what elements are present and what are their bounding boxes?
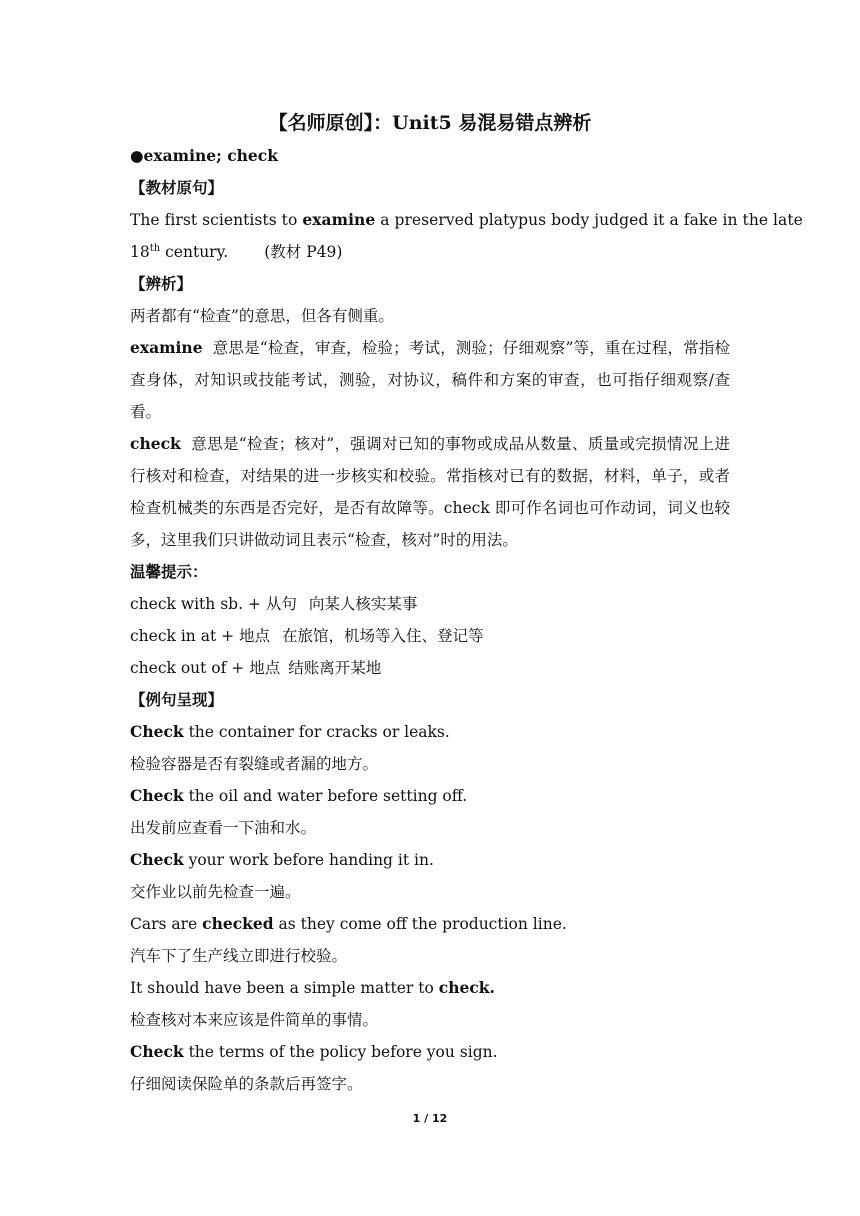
example-text-post: the terms of the policy before you sign.	[183, 1043, 498, 1061]
example-sentence-en	[130, 780, 730, 812]
tip-phrase: check with sb. + 从句	[130, 595, 297, 613]
examples-section-heading: 【例句呈现】	[130, 690, 224, 709]
example-sentence-en	[130, 972, 730, 1004]
check-description: 意思是“检查；核对”，强调对已知的事物或成品从数量、质量或完损情况上进行核对和检查，对结果的进一步核实和校验。常指核对已有的数据，材料，单子，或者检查机械类的东西是否完好，是否有故障等。check 即可作名词也可作动词，词义也较多，这里我们只讲做动词且表示“检查，核对”时的用法。	[130, 435, 730, 549]
example-sentence-cn: 仔细阅读保险单的条款后再签字。	[130, 1075, 363, 1093]
tip-item	[130, 620, 730, 652]
example-sentence-en	[130, 716, 730, 748]
textbook-source: (教材 P49)	[264, 243, 343, 261]
example-sentence-cn: 检查核对本来应该是件简单的事情。	[130, 1011, 379, 1029]
example-text-post: your work before handing it in.	[183, 851, 434, 869]
textbook-century-rest: century.	[160, 243, 229, 261]
example-sentence-cn: 汽车下了生产线立即进行校验。	[130, 947, 348, 965]
textbook-section-heading: 【教材原句】	[130, 178, 224, 197]
tip-item	[130, 652, 730, 684]
example-sentence-cn: 交作业以前先检查一遍。	[130, 883, 301, 901]
example-text-post: as they come off the production line.	[273, 915, 567, 933]
example-text-pre: It should have been a simple matter to	[130, 979, 439, 997]
textbook-text-part1: The first scientists to	[130, 211, 303, 229]
tip-item	[130, 588, 730, 620]
textbook-century-num: 18	[130, 243, 150, 261]
textbook-keyword: examine	[302, 210, 376, 229]
tips-heading: 温馨提示：	[130, 562, 208, 581]
textbook-century-sup: th	[149, 242, 161, 254]
example-sentence-en	[130, 1036, 730, 1068]
check-term: check	[130, 434, 181, 453]
example-text-pre: Cars are	[130, 915, 203, 933]
example-keyword: Check	[130, 1042, 184, 1061]
example-sentence-en	[130, 844, 730, 876]
tip-phrase: check out of + 地点	[130, 659, 281, 677]
example-sentence-cn: 出发前应查看一下油和水。	[130, 819, 317, 837]
page-number: 1 / 12	[412, 1112, 448, 1125]
examine-explanation	[130, 332, 730, 428]
check-explanation	[130, 428, 730, 556]
word-pair-heading: ●examine; check	[130, 146, 278, 165]
example-text-post: the oil and water before setting off.	[183, 787, 468, 805]
textbook-sentence-line2	[130, 236, 730, 268]
example-keyword: checked	[202, 914, 274, 933]
example-sentence-en	[130, 908, 730, 940]
example-keyword: Check	[130, 850, 184, 869]
examine-term: examine	[130, 338, 203, 357]
examine-description: 意思是“检查，审查，检验；考试，测验；仔细观察”等，重在过程，常指检查身体，对知识或技能考试，测验，对协议，稿件和方案的审查，也可指仔细观察/查看。	[130, 339, 730, 421]
content-body	[130, 140, 803, 1100]
tip-phrase: check in at + 地点	[130, 627, 271, 645]
example-text-post: the container for cracks or leaks.	[183, 723, 450, 741]
page-title: 【名师原创】：Unit5 易混易错点辨析	[268, 112, 592, 134]
tip-meaning: 在旅馆，机场等入住、登记等	[282, 627, 484, 645]
example-keyword: check.	[438, 978, 495, 997]
example-keyword: Check	[130, 786, 184, 805]
textbook-text-part2: a preserved platypus body judged it a fake in the late	[375, 211, 803, 229]
example-keyword: Check	[130, 722, 184, 741]
analysis-section-heading: 【辨析】	[130, 274, 193, 293]
textbook-sentence-line1	[130, 204, 803, 236]
tip-meaning: 向某人核实某事	[308, 595, 418, 613]
analysis-intro: 两者都有“检查”的意思，但各有侧重。	[130, 307, 394, 325]
example-sentence-cn: 检验容器是否有裂缝或者漏的地方。	[130, 755, 379, 773]
tip-meaning: 结账离开某地	[288, 659, 382, 677]
